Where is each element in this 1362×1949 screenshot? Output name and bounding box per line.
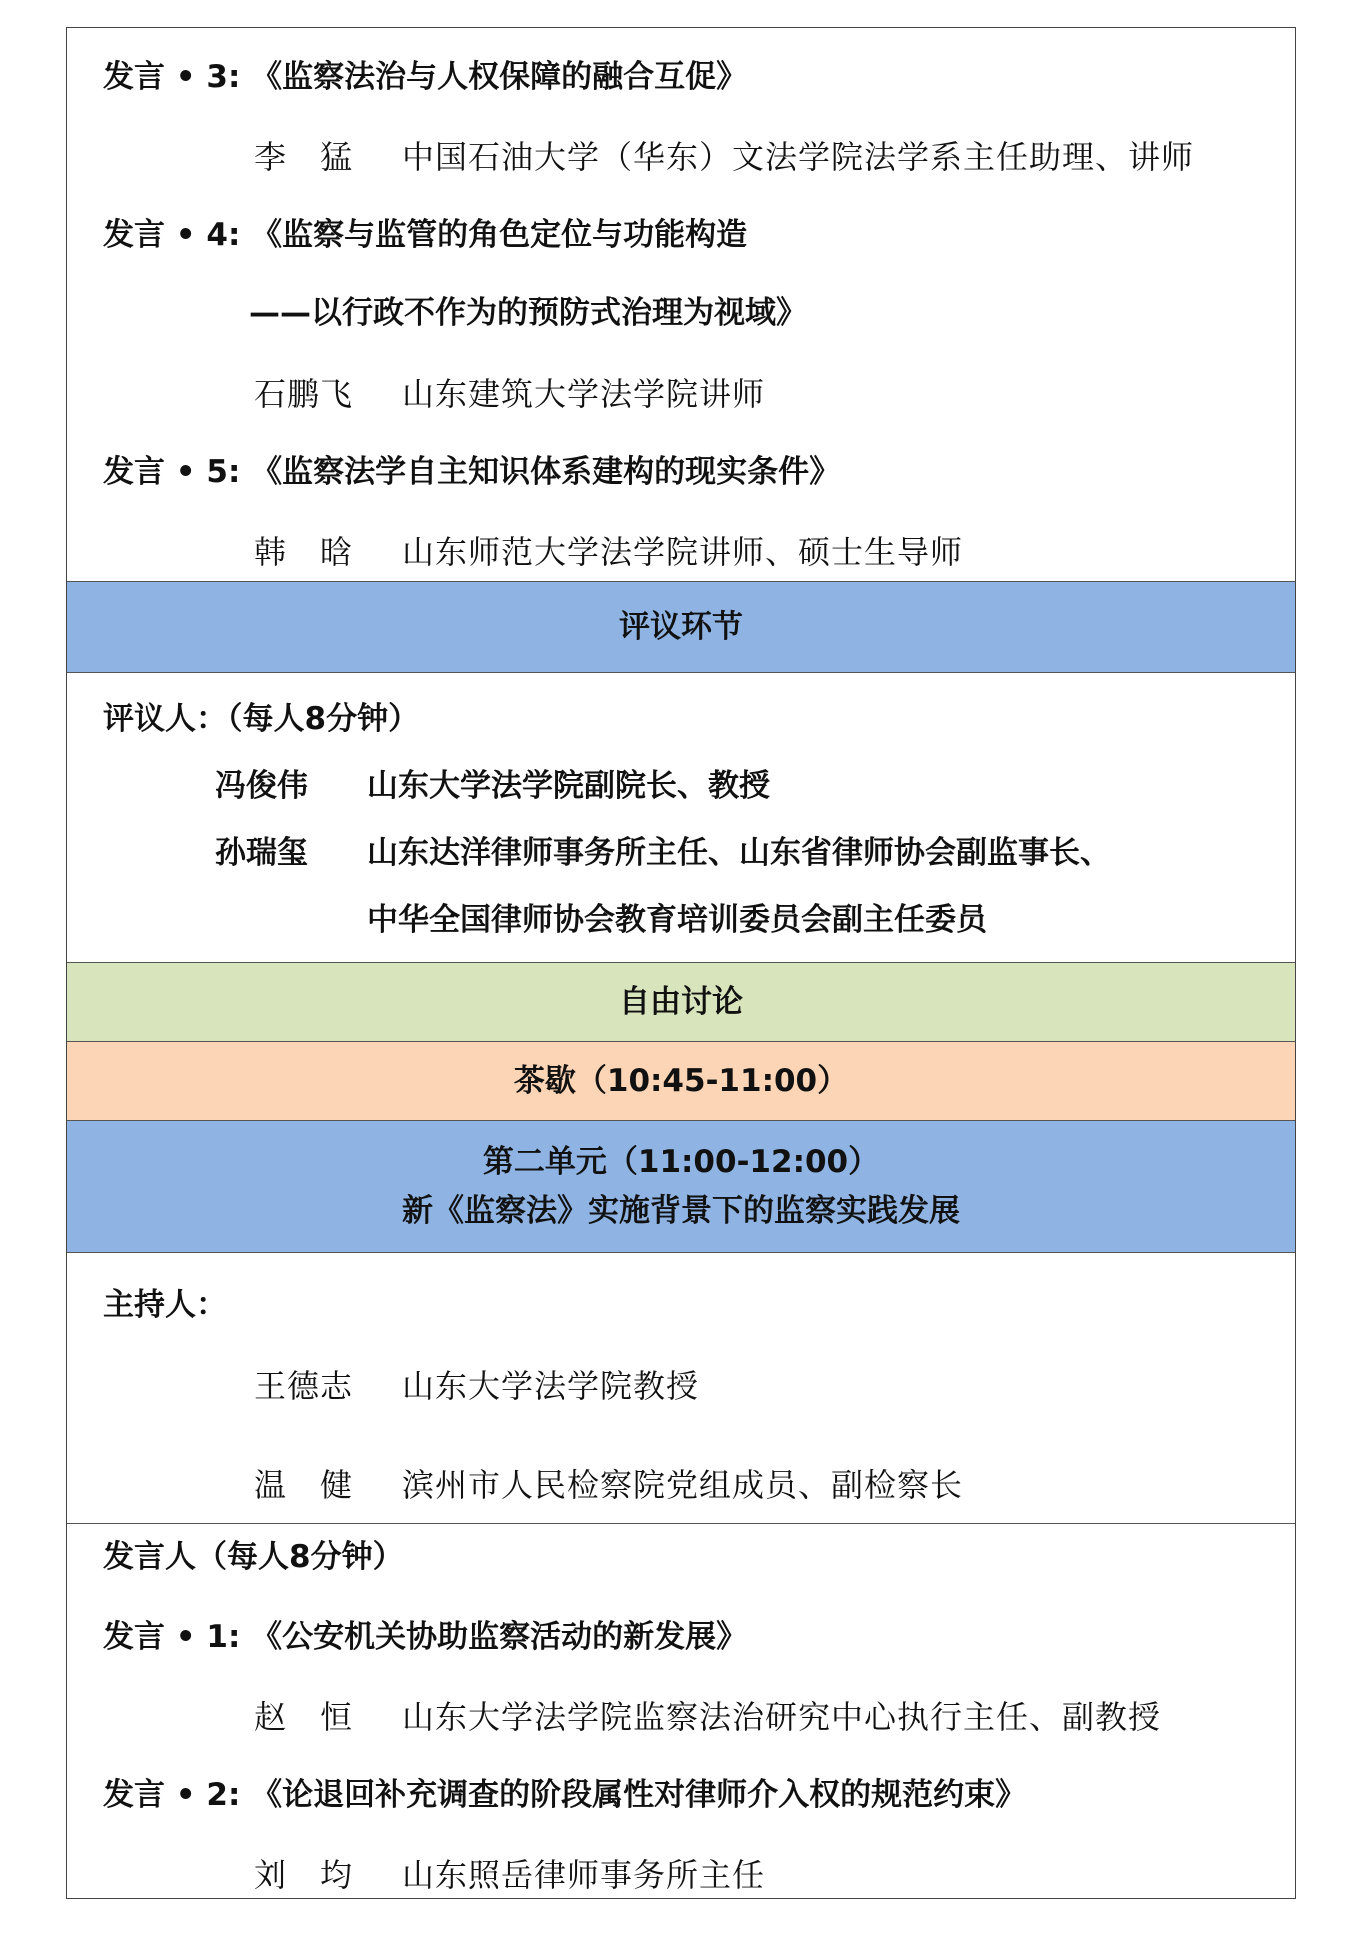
talk-5-speaker-name: 韩 晗 <box>254 533 354 571</box>
free-discussion-title: 自由讨论 <box>619 983 743 1020</box>
talk-5-speaker <box>254 533 964 571</box>
tea-break-band <box>67 1041 1295 1121</box>
host-row <box>254 1367 700 1405</box>
talk-2-heading <box>103 1777 1027 1813</box>
talk-1-title: 《公安机关协助监察活动的新发展》 <box>251 1619 748 1655</box>
talk-3-label: 发言 • 3: <box>103 59 241 95</box>
talk-2-title: 《论退回补充调查的阶段属性对律师介入权的规范约束》 <box>251 1777 1027 1813</box>
reviewer-name: 冯俊伟 <box>215 768 308 804</box>
host-affiliation: 山东大学法学院教授 <box>402 1367 700 1405</box>
free-discussion-band <box>67 962 1295 1042</box>
talk-3-speaker <box>254 138 1195 176</box>
tea-break-title: 茶歇（10:45-11:00） <box>513 1062 849 1099</box>
talk-3-heading <box>103 59 748 95</box>
talk-1-label: 发言 • 1: <box>103 1619 241 1655</box>
talk-5-label: 发言 • 5: <box>103 454 241 490</box>
talk-4-label: 发言 • 4: <box>103 217 241 253</box>
talk-5-speaker-affiliation: 山东师范大学法学院讲师、硕士生导师 <box>402 533 964 571</box>
host-row <box>254 1466 964 1504</box>
section-divider <box>67 1523 1295 1524</box>
talk-1-heading <box>103 1619 748 1655</box>
agenda-table <box>66 27 1296 1899</box>
review-section-band <box>67 581 1295 673</box>
talk-2-speaker <box>254 1856 766 1894</box>
reviewer-affiliation: 山东大学法学院副院长、教授 <box>367 768 770 804</box>
reviewer-row <box>215 768 770 804</box>
hosts-heading: 主持人： <box>103 1287 227 1323</box>
talk-3-speaker-affiliation: 中国石油大学（华东）文法学院法学系主任助理、讲师 <box>402 138 1195 176</box>
speakers-heading: 发言人（每人8分钟） <box>103 1539 404 1575</box>
talk-5-heading <box>103 454 841 490</box>
talk-1-speaker-affiliation: 山东大学法学院监察法治研究中心执行主任、副教授 <box>402 1698 1162 1736</box>
unit-2-theme: 新《监察法》实施背景下的监察实践发展 <box>402 1192 960 1229</box>
talk-2-speaker-affiliation: 山东照岳律师事务所主任 <box>402 1856 766 1894</box>
reviewer-name: 孙瑞玺 <box>215 835 308 871</box>
unit-2-title: 第二单元（11:00-12:00） <box>482 1144 880 1181</box>
talk-4-heading <box>103 217 748 253</box>
unit-2-band <box>67 1120 1295 1253</box>
reviewer-row <box>215 835 1111 871</box>
talk-3-speaker-name: 李 猛 <box>254 138 354 176</box>
talk-1-speaker <box>254 1698 1162 1736</box>
host-name: 温 健 <box>254 1466 354 1504</box>
talk-4-speaker-name: 石鹏飞 <box>254 375 354 413</box>
review-section-title: 评议环节 <box>619 608 743 645</box>
talk-4-speaker <box>254 375 766 413</box>
reviewer-affiliation: 山东达洋律师事务所主任、山东省律师协会副监事长、 <box>367 835 1111 871</box>
talk-3-title: 《监察法治与人权保障的融合互促》 <box>251 59 748 95</box>
talk-4-title-line2: ——以行政不作为的预防式治理为视域》 <box>249 295 807 331</box>
reviewer-affiliation-line2: 中华全国律师协会教育培训委员会副主任委员 <box>367 902 987 938</box>
host-affiliation: 滨州市人民检察院党组成员、副检察长 <box>402 1466 964 1504</box>
talk-5-title: 《监察法学自主知识体系建构的现实条件》 <box>251 454 841 490</box>
host-name: 王德志 <box>254 1367 354 1405</box>
talk-1-speaker-name: 赵 恒 <box>254 1698 354 1736</box>
talk-2-label: 发言 • 2: <box>103 1777 241 1813</box>
reviewers-heading: 评议人：（每人8分钟） <box>103 701 420 737</box>
talk-4-title-line1: 《监察与监管的角色定位与功能构造 <box>251 217 748 253</box>
talk-4-speaker-affiliation: 山东建筑大学法学院讲师 <box>402 375 766 413</box>
talk-2-speaker-name: 刘 均 <box>254 1856 354 1894</box>
